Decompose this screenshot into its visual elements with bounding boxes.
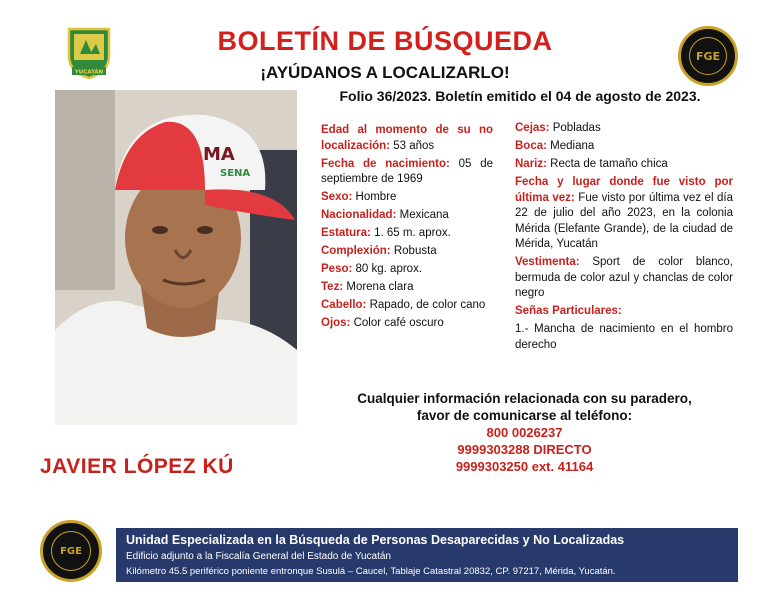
detail-eyes: Ojos: Color café oscuro [321, 317, 444, 329]
phone-number[interactable]: 9999303288 DIRECTO [457, 442, 592, 457]
missing-person-photo [55, 90, 297, 425]
svg-text:SENA: SENA [220, 168, 251, 179]
contact-line-2: favor de comunicarse al teléfono: [416, 408, 633, 423]
fge-seal-logo [678, 26, 738, 86]
footer-address: Kilómetro 45.5 periférico poniente entronque Susulá – Caucel, Tablaje Catastral 20832, CP. 97217, Mérida, Yucatán. [126, 566, 616, 577]
footer-unit-name: Unidad Especializada en la Búsqueda de Personas Desaparecidas y No Localizadas [126, 533, 625, 547]
detail-hair: Cabello: Rapado, de color cano [321, 299, 486, 311]
phone-number[interactable]: 800 0026237 [486, 425, 563, 440]
details-left-column [321, 123, 493, 334]
page-subtitle: ¡AYÚDANOS A LOCALIZARLO! [260, 63, 510, 82]
phone-number[interactable]: 9999303250 ext. 41164 [455, 459, 594, 474]
detail-age: Edad al momento de su no localización: 53 años [321, 124, 493, 152]
footer-building: Edificio adjunto a la Fiscalía General del Estado de Yucatán [126, 551, 391, 562]
folio-line: Folio 36/2023. Boletín emitido el 04 de agosto de 2023. [339, 88, 701, 104]
fge-seal-logo [40, 520, 102, 582]
detail-last-seen: Fecha y lugar donde fue visto por última vez: Fue visto por última vez el día 22 de julio del año 2023, en la colonia Mérida (Elefante Grande), de la ciudad de Mérida, Yucatán [515, 176, 734, 250]
yucatan-state-shield-logo [66, 26, 112, 80]
detail-eyebrows: Cejas: Pobladas [515, 122, 601, 134]
shield-caption: YUCATÁN [74, 69, 104, 76]
detail-nationality: Nacionalidad: Mexicana [321, 209, 449, 221]
detail-height: Estatura: 1. 65 m. aprox. [321, 227, 451, 239]
detail-build: Complexión: Robusta [321, 245, 437, 257]
detail-weight: Peso: 80 kg. aprox. [321, 263, 423, 275]
page-title: BOLETÍN DE BÚSQUEDA [217, 26, 553, 56]
person-name: JAVIER LÓPEZ KÚ [40, 455, 234, 478]
detail-nose: Nariz: Recta de tamaño chica [515, 158, 668, 170]
detail-marks-label: Señas Particulares: [515, 305, 622, 317]
detail-complexion: Tez: Morena clara [321, 281, 414, 293]
detail-sex: Sexo: Hombre [321, 191, 397, 203]
contact-block [322, 390, 727, 475]
detail-marks-value: 1.- Mancha de nacimiento en el hombro derecho [515, 323, 733, 351]
detail-mouth: Boca: Mediana [515, 140, 595, 152]
fge-seal-text: FGE [689, 37, 728, 76]
contact-line-1: Cualquier información relacionada con su paradero, [357, 391, 692, 406]
footer-banner [116, 528, 738, 582]
details-right-column [515, 121, 733, 356]
fge-seal-text: FGE [51, 531, 91, 571]
detail-clothing: Vestimenta: Sport de color blanco, bermuda de color azul y chanclas de color negro [515, 256, 734, 299]
svg-text:MA: MA [203, 144, 235, 165]
detail-birthdate: Fecha de nacimiento: 05 de septiembre de 1969 [321, 157, 493, 185]
